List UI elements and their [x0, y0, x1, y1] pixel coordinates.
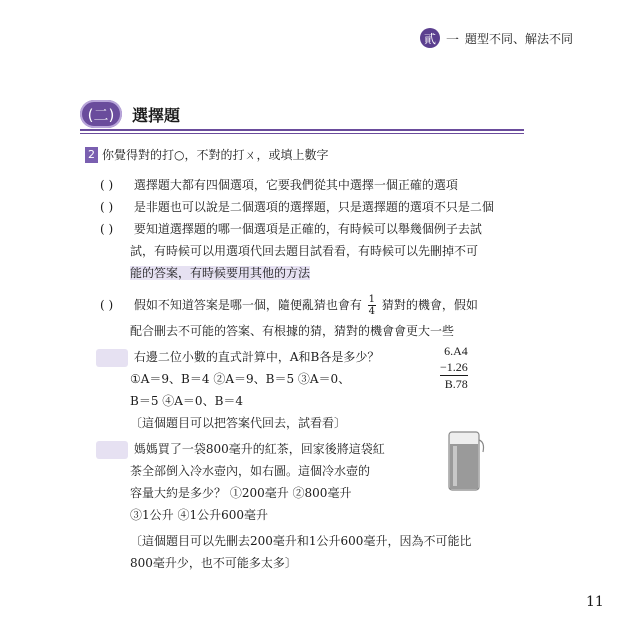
tea-text: 媽媽買了一袋800毫升的紅茶，回家後將這袋紅	[133, 442, 385, 456]
section-divider	[80, 129, 524, 131]
section-divider-thin	[80, 133, 524, 134]
section-title: 選擇題	[132, 105, 181, 125]
tea-hint-2	[130, 552, 297, 574]
chapter-dash: 一	[446, 32, 460, 48]
statement-3-cont	[130, 240, 478, 262]
tea-line-4	[130, 504, 268, 526]
answer-paren[interactable]: ( )	[100, 200, 114, 214]
fraction-numerator: 1	[368, 294, 376, 305]
fraction	[368, 294, 376, 317]
options-text: B＝5 ④A＝0、B＝4	[130, 394, 244, 408]
statement-4	[100, 294, 478, 317]
decimal-question	[96, 346, 379, 368]
statement-4-cont	[130, 320, 454, 342]
hint-text: 〔這個題目可以把答案代回去，試看看〕	[130, 416, 347, 430]
calc-result: B.78	[440, 375, 468, 392]
statement-text: 要知道選擇題的哪一個選項是正確的，有時候可以舉幾個例子去試	[133, 222, 482, 236]
statement-text-cont: 猜對的機會，假如	[381, 298, 478, 312]
calc-mid: −1.26	[440, 360, 468, 374]
statement-text: 試，有時候可以用選項代回去題目試看看，有時候可以先刪掉不可	[130, 244, 479, 258]
hint-text: 〔這個題目可以先刪去200毫升和1公升600毫升，因為不可能比	[130, 534, 472, 548]
tea-text: 茶全部倒入冷水壺內，如右圖。這個冷水壺的	[130, 464, 371, 478]
tea-text: 容量大約是多少？ ①200毫升 ②800毫升	[130, 486, 352, 500]
section-badge: (二)	[80, 100, 122, 128]
fraction-denominator: 4	[368, 306, 376, 317]
answer-box[interactable]	[96, 349, 128, 367]
decimal-options-2	[130, 390, 243, 412]
decimal-options-1	[130, 368, 350, 390]
statement-2	[100, 196, 494, 218]
statement-text: 是非題也可以說是二個選項的選擇題，只是選擇題的選項不只是二個	[133, 200, 494, 214]
decimal-hint	[130, 412, 346, 434]
hint-text: 800毫升少，也不可能多太多〕	[130, 556, 297, 570]
chapter-header	[420, 28, 573, 48]
chapter-icon: 貳	[420, 28, 440, 48]
water-jug-image	[446, 430, 486, 492]
statement-text: 配合刪去不可能的答案、有根據的猜，猜對的機會會更大一些	[130, 324, 455, 338]
vertical-calculation	[440, 343, 468, 392]
options-text: ①A＝9、B＝4 ②A＝9、B＝5 ③A＝0、	[130, 372, 351, 386]
chapter-title: 題型不同、解法不同	[465, 31, 574, 46]
section-heading	[80, 100, 180, 128]
answer-paren[interactable]: ( )	[100, 178, 114, 192]
statement-text: 假如不知道答案是哪一個，隨便亂猜也會有	[133, 298, 362, 312]
question-heading	[85, 146, 328, 163]
answer-paren[interactable]: ( )	[100, 222, 114, 236]
tea-line-3	[130, 482, 351, 504]
decimal-question-text: 右邊二位小數的直式計算中，A和B各是多少？	[133, 350, 380, 364]
page-number: 11	[586, 594, 604, 610]
statement-1	[100, 174, 458, 196]
statement-text: 能的答案，有時候要用其他的方法	[130, 266, 311, 280]
tea-line-2	[130, 460, 370, 482]
answer-box[interactable]	[96, 441, 128, 459]
question-prompt: 你覺得對的打○，不對的打ㄨ，或填上數字	[102, 148, 329, 162]
question-number: 2	[85, 147, 98, 163]
tea-text: ③1公升 ④1公升600毫升	[130, 508, 268, 522]
statement-3	[100, 218, 482, 240]
tea-hint-1	[130, 530, 471, 552]
statement-3-cont2	[130, 262, 310, 284]
calc-top: 6.A4	[444, 344, 468, 358]
answer-paren[interactable]: ( )	[100, 298, 114, 312]
tea-question	[96, 438, 385, 460]
statement-text: 選擇題大都有四個選項，它要我們從其中選擇一個正確的選項	[133, 178, 458, 192]
